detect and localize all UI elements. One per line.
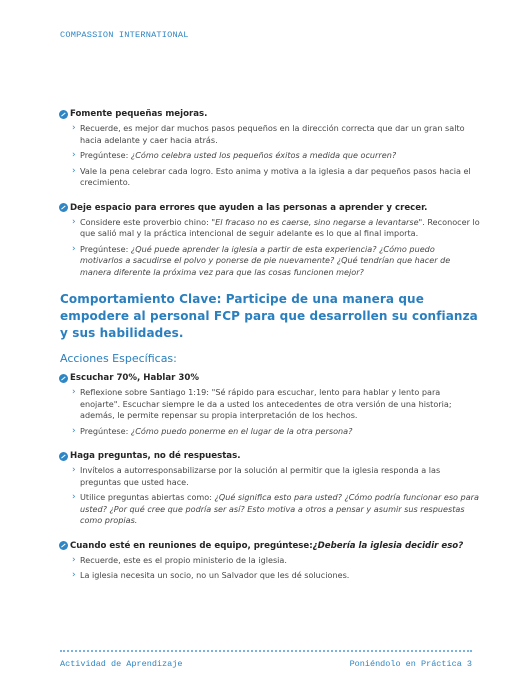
chevron-right-icon: › bbox=[72, 123, 76, 133]
list-item bbox=[72, 426, 480, 438]
chevron-right-icon: › bbox=[72, 492, 76, 502]
bullet-list bbox=[72, 465, 480, 527]
item-italic: "El fracaso no es caerse, sino negarse a levantarse" bbox=[211, 216, 423, 227]
section-heading-text: Cuando esté en reuniones de equipo, pregúntese: bbox=[70, 540, 313, 551]
item-italic: ¿Cómo puedo ponerme en el lugar de la otra persona? bbox=[130, 425, 353, 436]
section bbox=[60, 540, 480, 582]
section-heading bbox=[59, 540, 480, 552]
chevron-right-icon: › bbox=[72, 216, 76, 227]
header-organization: COMPASSION INTERNATIONAL bbox=[60, 30, 189, 40]
bottom-sections bbox=[60, 372, 480, 582]
chevron-right-icon: › bbox=[72, 554, 76, 565]
footer-divider bbox=[60, 650, 472, 652]
chevron-right-icon: › bbox=[72, 150, 76, 160]
section-heading-italic: ¿Debería la iglesia decidir eso? bbox=[312, 540, 464, 551]
list-item bbox=[72, 150, 480, 162]
item-prefix: Pregúntese: bbox=[80, 243, 131, 254]
section-heading bbox=[59, 202, 480, 214]
section-heading bbox=[59, 450, 480, 462]
list-item bbox=[72, 217, 480, 240]
chevron-right-icon: › bbox=[72, 425, 76, 436]
footer-left-label: Actividad de Aprendizaje bbox=[60, 659, 183, 669]
item-prefix: Pregúntese: bbox=[80, 425, 131, 436]
chevron-right-icon: › bbox=[72, 165, 76, 176]
section-heading bbox=[59, 108, 480, 120]
footer-right-label: Poniéndolo en Práctica 3 bbox=[349, 659, 472, 669]
list-item bbox=[72, 166, 480, 189]
item-text: Recuerde, este es el propio ministerio de la iglesia. bbox=[80, 554, 287, 565]
bullet-arrow-icon bbox=[59, 452, 68, 461]
list-item bbox=[72, 570, 480, 582]
item-prefix: Considere este proverbio chino: bbox=[80, 216, 212, 227]
section bbox=[60, 450, 480, 527]
section-heading-text: Deje espacio para errores que ayuden a las personas a aprender y crecer. bbox=[70, 202, 428, 213]
content bbox=[60, 108, 480, 595]
item-prefix: Utilice preguntas abiertas como: bbox=[80, 492, 215, 502]
chevron-right-icon: › bbox=[72, 387, 76, 397]
section bbox=[60, 372, 480, 437]
bullet-list bbox=[72, 217, 480, 279]
bullet-arrow-icon bbox=[59, 541, 68, 550]
top-sections bbox=[60, 108, 480, 278]
item-text: Reflexione sobre Santiago 1:19: "Sé rápido para escuchar, lento para hablar y lento para enojarte". Escuchar siempre le da a usted los antecedentes de otra versión de una historia; además, le permite repensar su propia interpretación de los hechos. bbox=[80, 387, 452, 420]
item-italic: ¿Qué significa esto para usted? ¿Cómo podría funcionar eso para usted? ¿Por qué cree que podría ser así? Esto motiva a otros a pensar y asumir sus respuestas como propias. bbox=[80, 492, 479, 525]
chevron-right-icon: › bbox=[72, 243, 76, 254]
list-item bbox=[72, 465, 480, 488]
bullet-list bbox=[72, 123, 480, 189]
section-heading bbox=[59, 372, 480, 384]
list-item bbox=[72, 123, 480, 146]
chevron-right-icon: › bbox=[72, 465, 76, 475]
section bbox=[60, 202, 480, 279]
item-text: Vale la pena celebrar cada logro. Esto anima y motiva a la iglesia a dar pequeños pasos hacia el crecimiento. bbox=[80, 165, 471, 187]
item-italic: ¿Qué puede aprender la iglesia a partir de esta experiencia? ¿Cómo puedo motivarlos a sacudirse el polvo y ponerse de pie nuevamente? ¿Qué tendrían que hacer de manera diferente la próxima vez para que las cosas funcionen mejor? bbox=[80, 243, 451, 277]
bullet-list bbox=[72, 555, 480, 582]
bullet-arrow-icon bbox=[59, 110, 68, 119]
bullet-arrow-icon bbox=[59, 374, 68, 383]
item-suffix: . Reconocer lo que salió mal y la práctica intencional de seguir adelante es lo que al final importa. bbox=[80, 216, 480, 238]
section-heading-text: Haga preguntas, no dé respuestas. bbox=[70, 451, 241, 461]
item-text: Recuerde, es mejor dar muchos pasos pequeños en la dirección correcta que dar un gran salto hacia adelante y caer hacia atrás. bbox=[80, 123, 465, 145]
item-text: Invítelos a autorresponsabilizarse por la solución al permitir que la iglesia responda a las preguntas que usted hace. bbox=[80, 465, 441, 487]
list-item bbox=[72, 387, 480, 422]
item-prefix: Pregúntese: bbox=[80, 150, 131, 160]
section-heading-text: Escuchar 70%, Hablar 30% bbox=[70, 373, 199, 383]
section-heading-text: Fomente pequeñas mejoras. bbox=[70, 109, 208, 119]
item-italic: ¿Cómo celebra usted los pequeños éxitos a medida que ocurren? bbox=[130, 150, 397, 160]
chevron-right-icon: › bbox=[72, 570, 76, 580]
bullet-arrow-icon bbox=[59, 203, 68, 212]
list-item bbox=[72, 492, 480, 527]
bullet-list bbox=[72, 387, 480, 437]
behavior-heading: Comportamiento Clave: Participe de una manera que empodere al personal FCP para que desarrollen su confianza y sus habilidades. bbox=[60, 292, 478, 340]
actions-heading: Acciones Específicas: bbox=[60, 352, 177, 365]
item-text: La iglesia necesita un socio, no un Salvador que les dé soluciones. bbox=[80, 570, 350, 580]
section bbox=[60, 108, 480, 189]
list-item bbox=[72, 555, 480, 567]
list-item bbox=[72, 244, 480, 279]
